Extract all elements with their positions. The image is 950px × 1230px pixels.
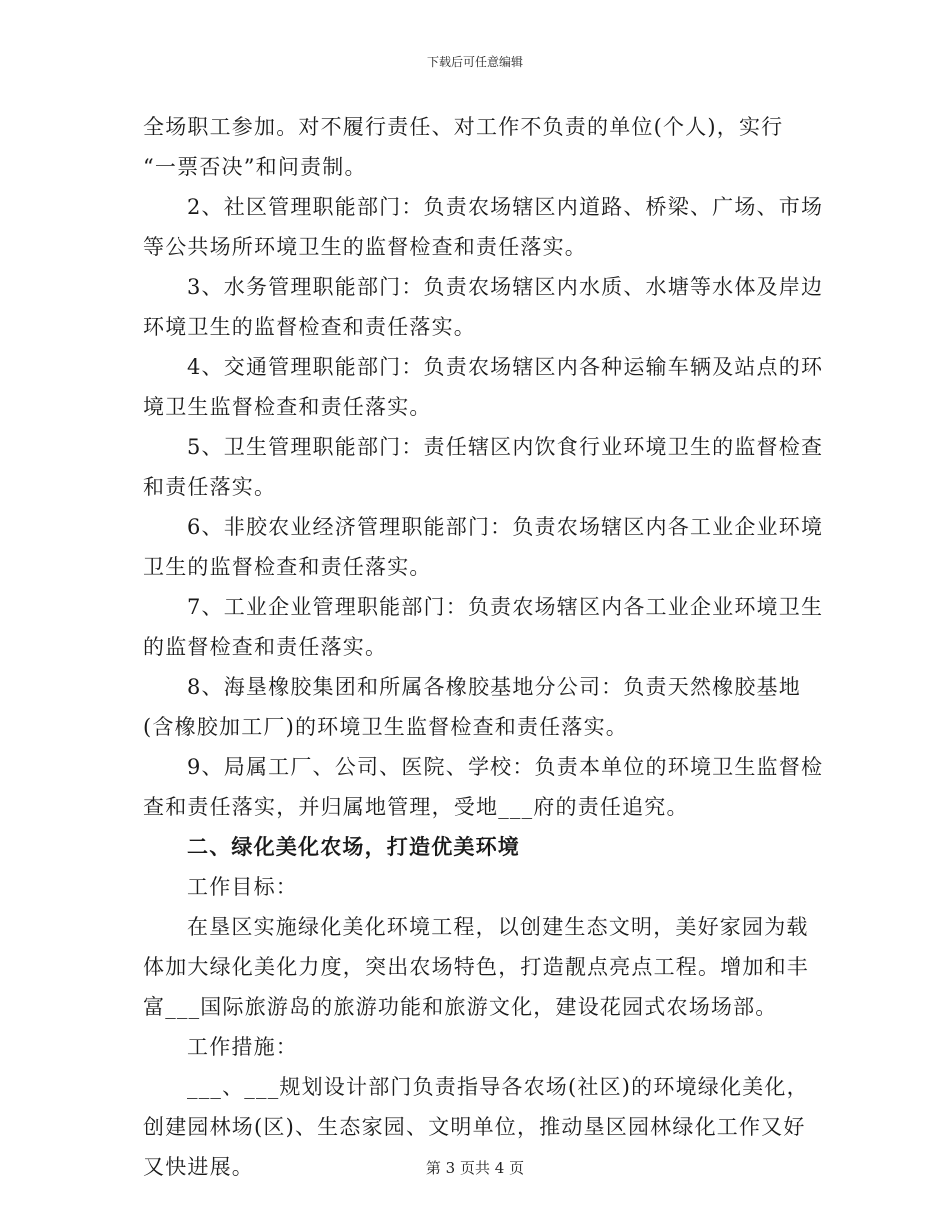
text-line: 3、水务管理职能部门：负责农场辖区内水质、水塘等水体及岸边 xyxy=(187,275,824,299)
text-line: 工作目标： xyxy=(187,875,298,899)
text-line: (含橡胶加工厂)的环境卫生监督检查和责任落实。 xyxy=(143,715,628,739)
text-line: 等公共场所环境卫生的监督检查和责任落实。 xyxy=(143,235,587,259)
text-line: 2、社区管理职能部门：负责农场辖区内道路、桥梁、广场、市场 xyxy=(187,195,824,219)
text-line: 全场职工参加。对不履行责任、对工作不负责的单位(个人)，实行 xyxy=(143,115,784,139)
text-line: 4、交通管理职能部门：负责农场辖区内各种运输车辆及站点的环 xyxy=(187,355,824,379)
text-line: 9、局属工厂、公司、医院、学校：负责本单位的环境卫生监督检 xyxy=(187,755,824,779)
page-footer: 第 3 页共 4 页 xyxy=(425,1159,525,1177)
text-line: 卫生的监督检查和责任落实。 xyxy=(143,555,432,579)
text-line: 创建园林场(区)、生态家园、文明单位，推动垦区园林绿化工作又好 xyxy=(143,1115,806,1139)
text-line: 环境卫生的监督检查和责任落实。 xyxy=(143,315,476,339)
text-line: 5、卫生管理职能部门：责任辖区内饮食行业环境卫生的监督检查 xyxy=(187,435,824,459)
text-line: 和责任落实。 xyxy=(143,475,277,499)
text-line: 境卫生监督检查和责任落实。 xyxy=(143,395,432,419)
text-line: 在垦区实施绿化美化环境工程，以创建生态文明，美好家园为载 xyxy=(187,915,809,939)
text-line: 的监督检查和责任落实。 xyxy=(143,635,388,659)
text-line: 查和责任落实，并归属地管理，受地___府的责任追究。 xyxy=(143,795,689,819)
text-line: 工作措施： xyxy=(187,1035,298,1059)
text-line: 富___国际旅游岛的旅游功能和旅游文化，建设花园式农场场部。 xyxy=(143,995,778,1019)
document-body xyxy=(143,107,824,1187)
text-line: 又快进展。 xyxy=(143,1155,254,1179)
text-line: 8、海垦橡胶集团和所属各橡胶基地分公司：负责天然橡胶基地 xyxy=(187,675,801,699)
text-line: 体加大绿化美化力度，突出农场特色，打造靓点亮点工程。增加和丰 xyxy=(143,955,809,979)
text-line: ___、___规划设计部门负责指导各农场(社区)的环境绿化美化， xyxy=(187,1075,809,1099)
section-heading: 二、绿化美化农场，打造优美环境 xyxy=(187,834,520,859)
text-line: 6、非胶农业经济管理职能部门：负责农场辖区内各工业企业环境 xyxy=(187,515,824,539)
text-line: 7、工业企业管理职能部门：负责农场辖区内各工业企业环境卫生 xyxy=(187,595,824,619)
text-line: “一票否决”和问责制。 xyxy=(143,155,367,179)
page-header: 下载后可任意编辑 xyxy=(426,55,523,69)
